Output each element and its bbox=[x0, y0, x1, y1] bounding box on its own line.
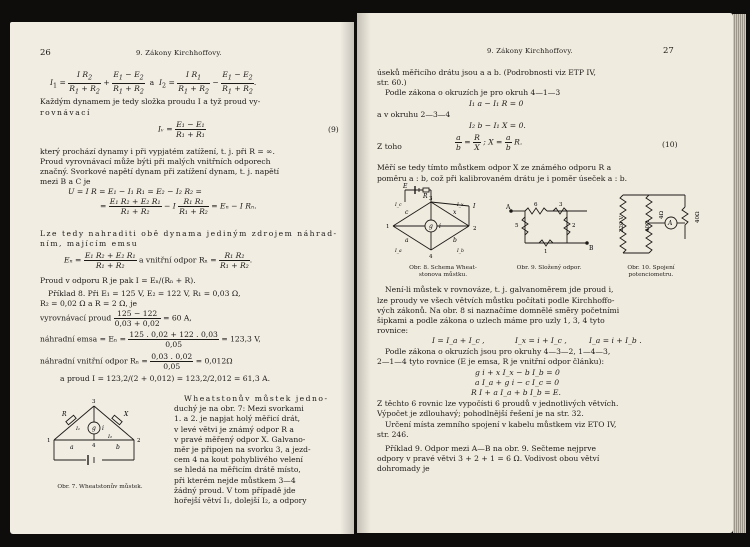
node-equation: I_a = i + I_b . bbox=[589, 336, 642, 345]
fig9-resistor-3: 3 bbox=[559, 202, 563, 208]
text-line: odpory v pravé větvi 3 + 2 + 1 = 6 Ω. Vodivost obou větví bbox=[377, 454, 600, 463]
text-line: str. 60.) bbox=[377, 78, 407, 87]
text-line: str. 246. bbox=[377, 430, 409, 439]
fig8-label-ib: I_b bbox=[457, 249, 464, 254]
equation-line: I₂ b − I₁ X = 0. bbox=[469, 121, 526, 130]
text-line: který prochází dynamy i při vypjatém zatížení, t. j. při R = ∞. bbox=[40, 147, 275, 156]
fig8-node-1: 1 bbox=[386, 224, 390, 230]
fig10-resistor-40b: 40Ω bbox=[695, 211, 701, 223]
example-9: Příklad 9. Odpor mezi A—B na obr. 9. Sečteme nejprve bbox=[385, 444, 596, 453]
right-page bbox=[357, 13, 733, 533]
figure-9-diagram bbox=[505, 199, 595, 259]
text-line: dohromady je bbox=[377, 464, 430, 473]
loop-equation: R I + a I_a + b I_b = E. bbox=[471, 388, 561, 397]
fig10-resistor-40: 40Ω bbox=[645, 220, 651, 232]
eq-and: a bbox=[149, 78, 155, 88]
fig8-node-3: 3 bbox=[429, 196, 433, 202]
text-line: Měří se tedy tímto můstkem odpor X ze známého odporu R a bbox=[377, 163, 612, 172]
text-line: rovnávací bbox=[40, 108, 91, 117]
wheatstone-line: duchý je na obr. 7: Mezi svorkami bbox=[174, 404, 304, 414]
text-line: rovnice: bbox=[377, 326, 409, 335]
wheatstone-line: se hledá na měřicím drátě místo, bbox=[174, 465, 301, 475]
equation-number: (10) bbox=[662, 140, 678, 149]
text-line: a v okruhu 2—3—4 bbox=[377, 110, 451, 119]
equation-u2: = $\frac{\text{E₁ R₂ + E₂ R₁}}{\text{R₁ + R₂}}$ − I $\frac{\text{R₁ R₂}}{\text{R₁ + R₂}}$ = Eₙ − I Rₙ. bbox=[100, 197, 257, 216]
figure-8-diagram bbox=[385, 183, 485, 264]
text-line: značný. Svorkové napětí dynam při zatížení dynam, t. j. napětí bbox=[40, 167, 280, 176]
wheatstone-line: v pravé měřený odpor X. Galvano- bbox=[174, 434, 306, 444]
fig8-label-ia: I_a bbox=[395, 249, 402, 254]
figure-10-caption: Obr. 10. Spojení potenciometru. bbox=[627, 265, 675, 278]
fig7-node-2: 2 bbox=[137, 438, 141, 444]
fig10-ammeter: A bbox=[668, 220, 673, 227]
text-line: Každým dynamem je tedy složka proudu I a tyž proud vy- bbox=[40, 97, 261, 106]
fig10-voltage: 220 V bbox=[619, 215, 625, 232]
fig7-label-r: R bbox=[62, 411, 67, 418]
figure-7-caption: Obr. 7. Wheatstonův můstek. bbox=[57, 484, 143, 490]
fig7-label-x: X bbox=[124, 411, 129, 418]
fig8-label-e: E bbox=[403, 183, 408, 190]
fig7-label-a: a bbox=[70, 444, 74, 451]
fig8-label-b: b bbox=[453, 237, 457, 244]
loop-equation: a I_a + g i − c I_c = 0 bbox=[475, 378, 560, 387]
text-line: šipkami a podle zákona o uzlech máme pro uzly 1, 3, 4 tyto bbox=[377, 316, 605, 325]
text-line: Proud v odporu R je pak I = Eₙ/(Rₙ + R). bbox=[40, 276, 196, 285]
fig7-label-i: i bbox=[102, 425, 104, 432]
fig9-resistor-6: 6 bbox=[534, 202, 538, 208]
fig10-resistor-4: 4Ω bbox=[659, 210, 665, 219]
fig8-label-ix: I_x bbox=[457, 203, 464, 208]
fig7-label-i1: I₁ bbox=[76, 426, 80, 432]
fig8-label-r: R bbox=[423, 193, 428, 200]
text-line: R₂ = 0,02 Ω a R = 2 Ω, je bbox=[40, 299, 138, 308]
text-line: mezi B a C je bbox=[40, 177, 91, 186]
wheatstone-line: hořejší větví I₁, dolejší I₂, a odpory bbox=[174, 496, 307, 505]
figure-7-diagram bbox=[46, 400, 146, 478]
text-line: Z těchto 6 rovnic lze vypočísti 6 proudů v jednotlivých větvích. bbox=[377, 399, 619, 408]
text-line: vých zákonů. Na obr. 8 si naznačíme domnělé směry početními bbox=[377, 306, 620, 315]
equation-10: $\frac{a}{b}$ = $\frac{R}{X}$ ; X = $\frac{a}{b}$ R. bbox=[456, 133, 523, 152]
text-line: poměru a : b, což při kalibrovaném drátu je i poměr úseček a : b. bbox=[377, 174, 627, 183]
fig8-node-4: 4 bbox=[429, 254, 433, 260]
example-8: Příklad 8. Při E₁ = 125 V, E₂ = 122 V, R₁ = 0,03 Ω, bbox=[48, 289, 241, 298]
figure-10-diagram bbox=[605, 189, 701, 263]
text-line: lze proudy ve všech větvích můstku počítati podle Kirchhoffo- bbox=[377, 296, 615, 305]
fig9-label-a: A bbox=[506, 204, 511, 211]
gutter-shadow bbox=[357, 13, 371, 533]
text-line: ním, majícím emsu bbox=[40, 239, 139, 248]
example-rn: náhradní vnitřní odpor Rₙ = $\frac{0,03 . 0,02}{0,05}$ = 0,012Ω bbox=[40, 352, 233, 371]
left-page bbox=[10, 22, 354, 534]
text-line: Podle zákona o okruzích jsou pro okruhy 4—3—2, 1—4—3, bbox=[385, 347, 611, 356]
page-edge-strip bbox=[733, 14, 746, 533]
running-head: 9. Zákony Kirchhoffovy. bbox=[136, 49, 222, 57]
wheatstone-line: 1. a 2. je napjat holý měřicí drát, bbox=[174, 414, 301, 424]
fig8-label-g: g bbox=[429, 223, 433, 230]
wheatstone-line: v levé větvi je známý odpor R a bbox=[174, 424, 294, 434]
wheatstone-line: při kterém nejde můstkem 3—4 bbox=[174, 475, 296, 485]
text-line: a proud I = 123,2/(2 + 0,012) = 123,2/2,012 = 61,3 A. bbox=[60, 374, 270, 383]
text-line: Určení místa zemního spojení v kabelu můstkem viz ETO IV, bbox=[385, 420, 617, 429]
text-line: Lze tedy nahraditi obě dynama jediným zdrojem náhrad- bbox=[40, 229, 338, 238]
text-line: Z toho bbox=[377, 142, 402, 151]
text-line: Proud vyrovnávací může býti při malých vnitřních odporech bbox=[40, 157, 271, 166]
equation-i1-i2: $I_1$ = $\frac{I R_2}{R_1 + R_2}$ + $\frac{E_1 - E_2}{R_1 + R_2}$ a $I_2$ = $\frac{I R_1}{R_1 + R_2}$ − $\frac{E_1 - E_2}{R_1 + R_2}$ . bbox=[50, 70, 257, 96]
text-line: Podle zákona o okruzích je pro okruh 4—1—3 bbox=[385, 88, 561, 97]
wheatstone-line: měr je připojen na svorku 3, a jezd- bbox=[174, 445, 311, 454]
wheatstone-line: cem 4 na kout pohyblivého velení bbox=[174, 455, 303, 465]
fig8-label-a: a bbox=[405, 237, 409, 244]
fig7-label-g: g bbox=[92, 425, 96, 432]
page-number: 27 bbox=[663, 46, 674, 56]
fig7-node-3: 3 bbox=[92, 399, 96, 405]
fig8-node-2: 2 bbox=[473, 226, 477, 232]
fig7-node-4: 4 bbox=[92, 443, 96, 449]
loop-equation: g i + x I_x − b I_b = 0 bbox=[475, 368, 560, 377]
text-line: Výpočet je zdlouhavý; pohodlnější řešení je na str. 32. bbox=[377, 409, 584, 418]
running-head: 9. Zákony Kirchhoffovy. bbox=[487, 47, 573, 55]
node-equation: I_x = i + I_c , bbox=[515, 336, 567, 345]
fig8-label-ic: I_c bbox=[395, 203, 402, 208]
equation-en: Eₙ = $\frac{\text{E₁ R₂ + E₂ R₁}}{\text{R₁ + R₂}}$ a vnitřní odpor Rₙ = $\frac{\text{R₁ R₂}}{\text{R₁ + R₂}}$ . bbox=[64, 251, 253, 270]
fig8-label-x: x bbox=[453, 209, 457, 216]
text-line: úseků měřicího drátu jsou a a b. (Podrobnosti viz ETP IV, bbox=[377, 68, 596, 77]
fig9-resistor-2: 2 bbox=[572, 223, 576, 229]
fig9-resistor-5: 5 bbox=[515, 223, 519, 229]
fig7-label-i2: I₂ bbox=[108, 434, 112, 440]
page-number: 26 bbox=[40, 48, 51, 58]
example-vyr: vyrovnávací proud $\frac{125 - 122}{0,03 + 0,02}$ = 60 A, bbox=[40, 309, 192, 328]
fig8-label-c: c bbox=[405, 209, 409, 216]
figure-9-caption: Obr. 9. Složený odpor. bbox=[516, 265, 582, 271]
fig9-resistor-1: 1 bbox=[544, 249, 548, 255]
fig7-node-1: 1 bbox=[47, 438, 51, 444]
fig8-label-i: I bbox=[473, 203, 476, 210]
wheatstone-line: žádný proud. V tom případě jde bbox=[174, 485, 296, 495]
fig8-label-i-small: i bbox=[439, 223, 441, 230]
node-equation: I = I_a + I_c , bbox=[432, 336, 485, 345]
equation-u: U = I R = E₁ − I₁ R₁ = E₂ − I₂ R₂ = bbox=[68, 187, 202, 196]
equation-line: I₁ a − I₁ R = 0 bbox=[469, 99, 524, 108]
text-line: 2—1—4 tyto rovnice (E je emsa, R je vnitřní odpor článku): bbox=[377, 357, 605, 366]
equation-number: (9) bbox=[328, 125, 339, 134]
figure-8-caption: Obr. 8. Schema Wheat- stonova můstku. bbox=[409, 265, 477, 278]
example-en: náhradní emsa = Eₙ = $\frac{125 . 0,02 + 122 . 0,03}{0,05}$ = 123,3 V, bbox=[40, 330, 261, 349]
wheatstone-line: Wheatstonův můstek jedno- bbox=[184, 394, 329, 403]
gutter-shadow bbox=[340, 22, 354, 534]
fig9-label-b: B bbox=[589, 245, 594, 252]
fig7-label-b: b bbox=[116, 444, 120, 451]
equation-9: Iᵥ = $\frac{\text{E₁ − E₁}}{\text{R₁ + R₁}}$ bbox=[158, 120, 205, 139]
text-line: Není-li můstek v rovnováze, t. j. galvanoměrem jde proud i, bbox=[385, 285, 614, 294]
